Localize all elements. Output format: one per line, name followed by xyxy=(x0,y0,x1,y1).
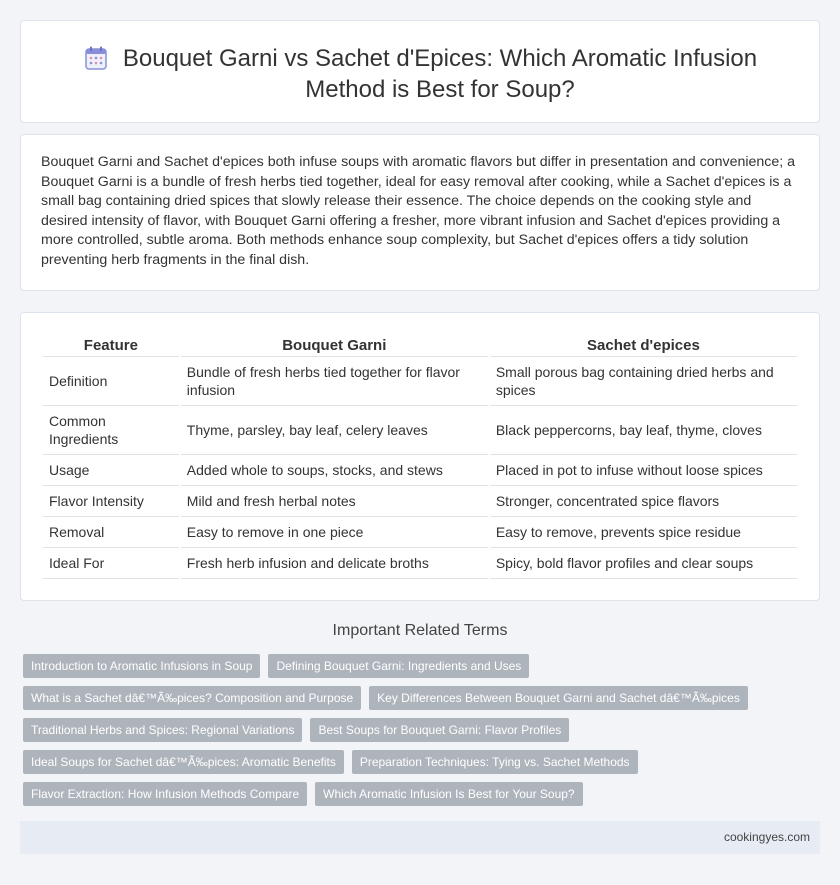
sachet-depices-cell: Stronger, concentrated spice flavors xyxy=(490,486,797,517)
related-term-tag[interactable]: Defining Bouquet Garni: Ingredients and Uses xyxy=(268,654,529,678)
sachet-depices-cell: Easy to remove, prevents spice residue xyxy=(490,517,797,548)
bouquet-garni-cell: Easy to remove in one piece xyxy=(181,517,488,548)
bouquet-garni-cell: Fresh herb infusion and delicate broths xyxy=(181,548,488,579)
related-term-tag[interactable]: Preparation Techniques: Tying vs. Sachet Methods xyxy=(352,750,638,774)
tag-row xyxy=(23,782,813,806)
row-label: Common Ingredients xyxy=(43,406,179,455)
table-row xyxy=(43,406,797,455)
table-row xyxy=(43,486,797,517)
header-sachet-depices: Sachet d'epices xyxy=(490,333,797,357)
comparison-table-card xyxy=(20,312,820,601)
comparison-table xyxy=(41,333,799,579)
sachet-depices-cell: Small porous bag containing dried herbs and spices xyxy=(490,357,797,406)
footer xyxy=(20,821,820,854)
row-label: Definition xyxy=(43,357,179,406)
bouquet-garni-cell: Mild and fresh herbal notes xyxy=(181,486,488,517)
table-row xyxy=(43,357,797,406)
tag-row xyxy=(23,686,813,710)
row-label: Flavor Intensity xyxy=(43,486,179,517)
related-term-tag[interactable]: Which Aromatic Infusion Is Best for Your Soup? xyxy=(315,782,582,806)
intro-paragraph: Bouquet Garni and Sachet d'epices both infuse soups with aromatic flavors but differ in presentation and convenience; a Bouquet Garni is a bundle of fresh herbs tied together, ideal for easy removal after cooking, while a Sachet d'epices is a small bag containing dried spices that slowly release their essence. The choice depends on the cooking style and desired intensity of flavor, with Bouquet Garni offering a fresher, more vibrant infusion and Sachet d'epices providing a more controlled, subtle aroma. Both methods enhance soup complexity, but Sachet d'epices offers a tidy solution preventing herb fragments in the final dish. xyxy=(41,154,796,268)
related-terms-heading: Important Related Terms xyxy=(332,622,508,639)
related-term-tag[interactable]: Flavor Extraction: How Infusion Methods Compare xyxy=(23,782,307,806)
bouquet-garni-cell: Bundle of fresh herbs tied together for flavor infusion xyxy=(181,357,488,406)
related-term-tag[interactable]: Ideal Soups for Sachet dâ€™Ã‰pices: Aromatic Benefits xyxy=(23,750,344,774)
row-label: Removal xyxy=(43,517,179,548)
related-term-tag[interactable]: Traditional Herbs and Spices: Regional Variations xyxy=(23,718,302,742)
table-header-row xyxy=(43,333,797,357)
related-terms-list xyxy=(23,654,813,814)
site-credit[interactable]: cookingyes.com xyxy=(723,830,810,844)
intro-card xyxy=(20,134,820,291)
tag-row xyxy=(23,654,813,678)
tag-row xyxy=(23,718,813,742)
sachet-depices-cell: Black peppercorns, bay leaf, thyme, cloves xyxy=(490,406,797,455)
related-term-tag[interactable]: Best Soups for Bouquet Garni: Flavor Profiles xyxy=(310,718,569,742)
page-title: Bouquet Garni vs Sachet d'Epices: Which Aromatic Infusion Method is Best for Soup? xyxy=(122,45,758,103)
bouquet-garni-cell: Added whole to soups, stocks, and stews xyxy=(181,455,488,486)
related-term-tag[interactable]: What is a Sachet dâ€™Ã‰pices? Composition and Purpose xyxy=(23,686,361,710)
header-bouquet-garni: Bouquet Garni xyxy=(181,333,488,357)
tag-row xyxy=(23,750,813,774)
related-term-tag[interactable]: Key Differences Between Bouquet Garni and Sachet dâ€™Ã‰pices xyxy=(369,686,748,710)
bouquet-garni-cell: Thyme, parsley, bay leaf, celery leaves xyxy=(181,406,488,455)
row-label: Usage xyxy=(43,455,179,486)
row-label: Ideal For xyxy=(43,548,179,579)
header-feature: Feature xyxy=(43,333,179,357)
table-row xyxy=(43,455,797,486)
sachet-depices-cell: Placed in pot to infuse without loose spices xyxy=(490,455,797,486)
title-card xyxy=(20,20,820,123)
table-row xyxy=(43,517,797,548)
table-row xyxy=(43,548,797,579)
related-term-tag[interactable]: Introduction to Aromatic Infusions in Soup xyxy=(23,654,260,678)
sachet-depices-cell: Spicy, bold flavor profiles and clear soups xyxy=(490,548,797,579)
